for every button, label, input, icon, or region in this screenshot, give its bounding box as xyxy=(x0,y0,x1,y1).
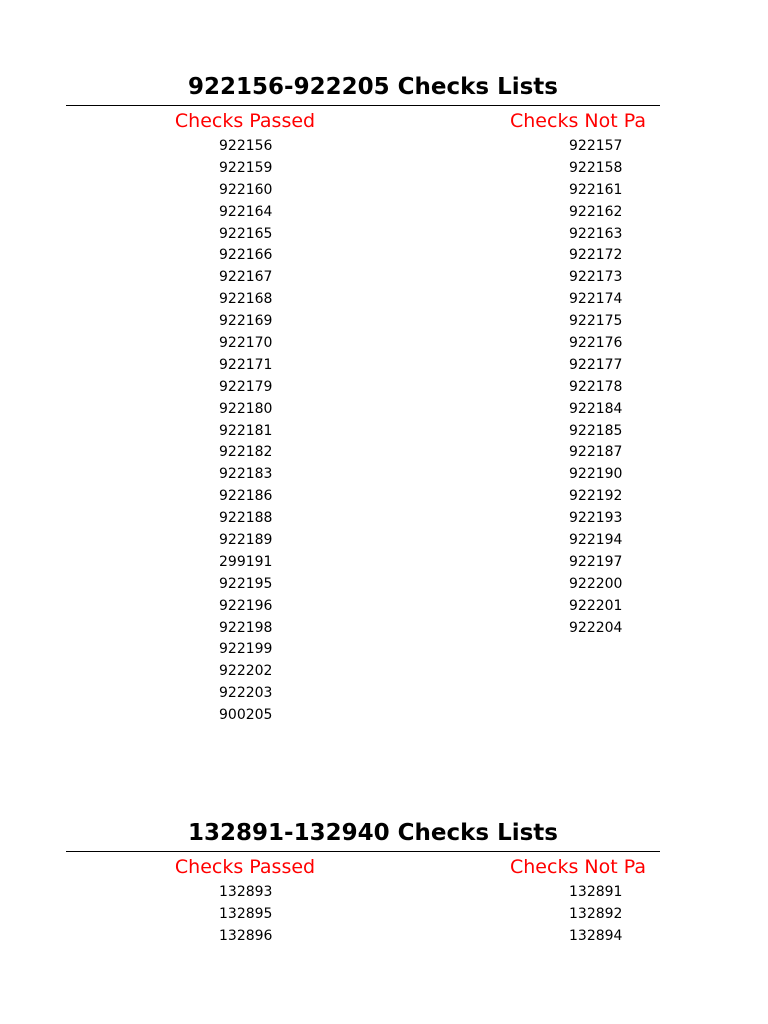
checks-not-passed-list xyxy=(569,136,622,639)
check-number: 922171 xyxy=(219,356,273,373)
check-number: 922161 xyxy=(569,181,623,198)
check-number: 922158 xyxy=(569,159,623,176)
check-number: 922176 xyxy=(569,335,623,352)
check-number: 922179 xyxy=(219,378,273,395)
check-number: 922200 xyxy=(569,575,623,592)
check-number: 922193 xyxy=(569,510,623,527)
check-number: 900205 xyxy=(219,707,273,724)
check-number: 922198 xyxy=(219,619,273,636)
check-number: 922192 xyxy=(569,488,623,505)
check-number: 299191 xyxy=(219,553,273,570)
check-number: 922184 xyxy=(569,400,623,417)
check-number: 922186 xyxy=(219,488,273,505)
check-number: 922201 xyxy=(569,597,623,614)
check-number: 132895 xyxy=(219,905,273,922)
title-divider xyxy=(66,851,660,852)
title-divider xyxy=(66,105,660,106)
check-number: 922169 xyxy=(219,313,273,330)
check-number: 922188 xyxy=(219,510,273,527)
section-title: 132891-132940 Checks Lists xyxy=(188,820,558,846)
check-number: 922178 xyxy=(569,378,623,395)
check-number: 922180 xyxy=(219,400,273,417)
check-number: 922159 xyxy=(219,159,273,176)
check-number: 922168 xyxy=(219,291,273,308)
check-number: 922177 xyxy=(569,356,623,373)
check-number: 922157 xyxy=(569,138,623,154)
check-number: 922173 xyxy=(569,269,623,286)
section-title: 922156-922205 Checks Lists xyxy=(188,74,558,100)
check-number: 922203 xyxy=(219,685,273,702)
check-number: 922182 xyxy=(219,444,273,461)
check-number: 922163 xyxy=(569,225,623,242)
check-number: 132891 xyxy=(569,884,623,900)
check-number: 922156 xyxy=(219,138,273,154)
check-number: 922165 xyxy=(219,225,273,242)
check-number: 922174 xyxy=(569,291,623,308)
check-number: 922175 xyxy=(569,313,623,330)
check-number: 922170 xyxy=(219,335,273,352)
check-number: 922164 xyxy=(219,203,273,220)
check-number: 922172 xyxy=(569,247,623,264)
check-number: 132893 xyxy=(219,884,273,900)
check-number: 922183 xyxy=(219,466,273,483)
checks-passed-header: Checks Passed xyxy=(174,110,316,132)
check-number: 922160 xyxy=(219,181,273,198)
check-number: 922167 xyxy=(219,269,273,286)
check-number: 922187 xyxy=(569,444,623,461)
check-number: 922197 xyxy=(569,553,623,570)
check-number: 922181 xyxy=(219,422,273,439)
check-number: 922194 xyxy=(569,532,623,549)
check-number: 922202 xyxy=(219,663,273,680)
checks-not-passed-list xyxy=(569,882,622,948)
checks-passed-list xyxy=(219,136,272,727)
checks-not-passed-header: Checks Not Pa xyxy=(510,856,646,878)
check-number: 922196 xyxy=(219,597,273,614)
check-number: 922189 xyxy=(219,532,273,549)
checks-passed-header: Checks Passed xyxy=(174,856,316,878)
check-number: 132894 xyxy=(569,927,623,944)
check-number: 922195 xyxy=(219,575,273,592)
check-number: 922190 xyxy=(569,466,623,483)
check-number: 922199 xyxy=(219,641,273,658)
check-number: 132896 xyxy=(219,927,273,944)
check-number: 922204 xyxy=(569,619,623,636)
check-number: 922162 xyxy=(569,203,623,220)
check-number: 132892 xyxy=(569,905,623,922)
checks-not-passed-header: Checks Not Pa xyxy=(510,110,646,132)
check-number: 922185 xyxy=(569,422,623,439)
check-number: 922166 xyxy=(219,247,273,264)
checks-passed-list xyxy=(219,882,272,948)
